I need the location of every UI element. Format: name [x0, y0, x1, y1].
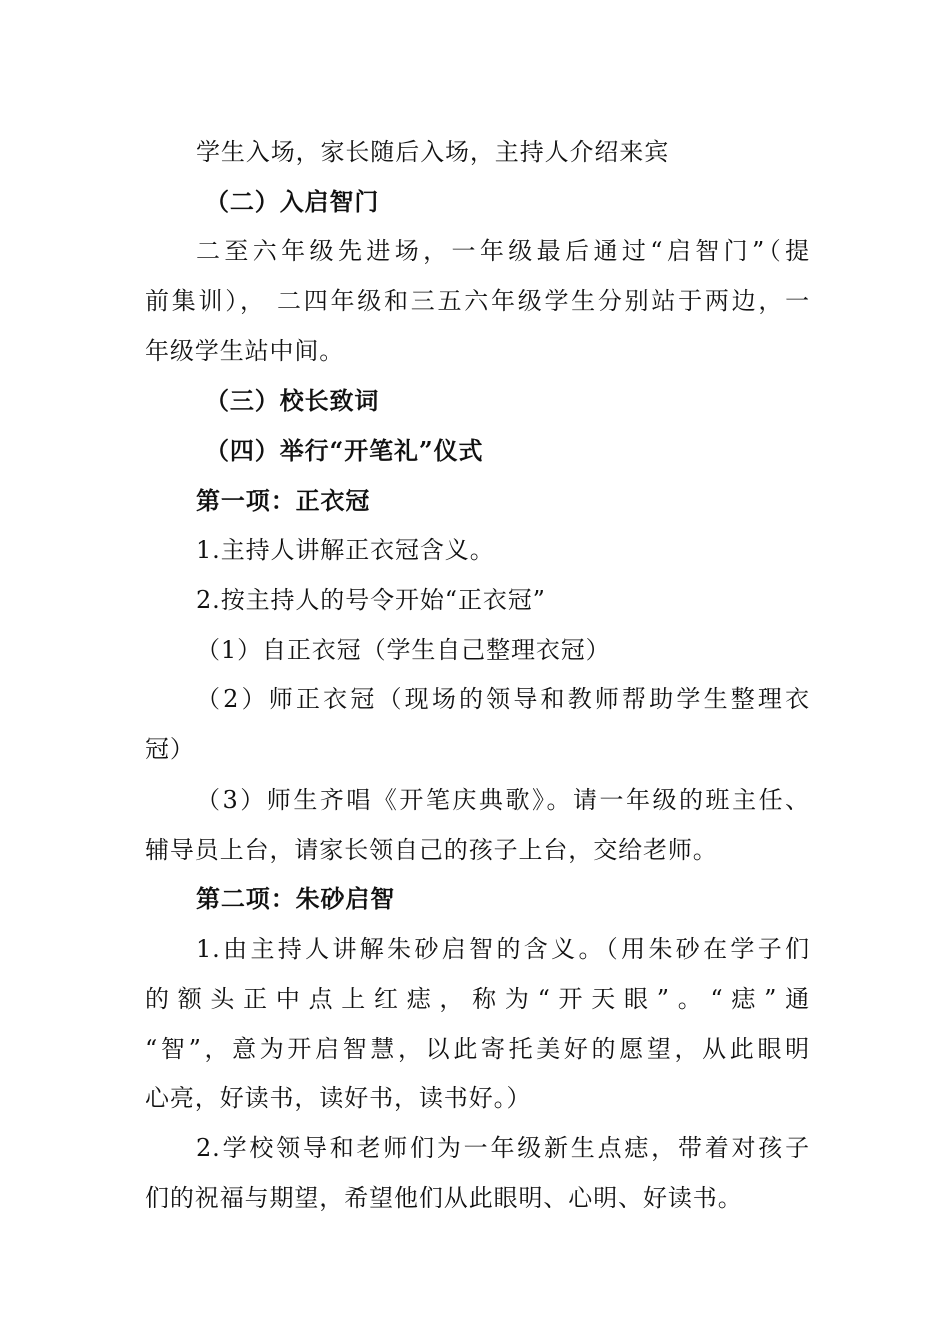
paragraph-line-18: 的额头正中点上红痣，称为“开天眼”。“痣”通 — [145, 985, 810, 1013]
paragraph-line-4: 前集训）， 二四年级和三五六年级学生分别站于两边，一 — [145, 287, 810, 315]
paragraph-line-20: 心亮，好读书，读好书，读书好。） — [145, 1084, 532, 1112]
paragraph-line-14: （3）师生齐唱《开笔庆典歌》。请一年级的班主任、 — [196, 786, 810, 814]
paragraph-line-17: 1.由主持人讲解朱砂启智的含义。（用朱砂在学子们 — [196, 935, 810, 963]
paragraph-line-22: 们的祝福与期望，希望他们从此眼明、心明、好读书。 — [145, 1184, 743, 1212]
paragraph-line-1: 学生入场，家长随后入场，主持人介绍来宾 — [196, 138, 670, 166]
item-heading-2: 第二项：朱砂启智 — [196, 884, 396, 913]
section-heading-2: （二）入启智门 — [205, 187, 380, 216]
paragraph-line-3: 二至六年级先进场，一年级最后通过“启智门”（提 — [196, 237, 810, 265]
item-heading-1: 第一项：正衣冠 — [196, 486, 371, 515]
paragraph-line-9: 1.主持人讲解正衣冠含义。 — [196, 536, 495, 564]
paragraph-line-19: “智”，意为开启智慧，以此寄托美好的愿望，从此眼明 — [145, 1035, 810, 1063]
paragraph-line-12: （2）师正衣冠（现场的领导和教师帮助学生整理衣 — [196, 685, 810, 713]
section-heading-3: （三）校长致词 — [205, 386, 380, 415]
paragraph-line-10: 2.按主持人的号令开始“正衣冠” — [196, 586, 546, 614]
paragraph-line-5: 年级学生站中间。 — [145, 337, 345, 365]
section-heading-4: （四）举行“开笔礼”仪式 — [205, 436, 484, 465]
paragraph-line-11: （1）自正衣冠（学生自己整理衣冠） — [196, 636, 611, 664]
paragraph-line-21: 2.学校领导和老师们为一年级新生点痣，带着对孩子 — [196, 1134, 810, 1162]
paragraph-line-15: 辅导员上台，请家长领自己的孩子上台，交给老师。 — [145, 836, 718, 864]
paragraph-line-13: 冠） — [145, 735, 195, 763]
